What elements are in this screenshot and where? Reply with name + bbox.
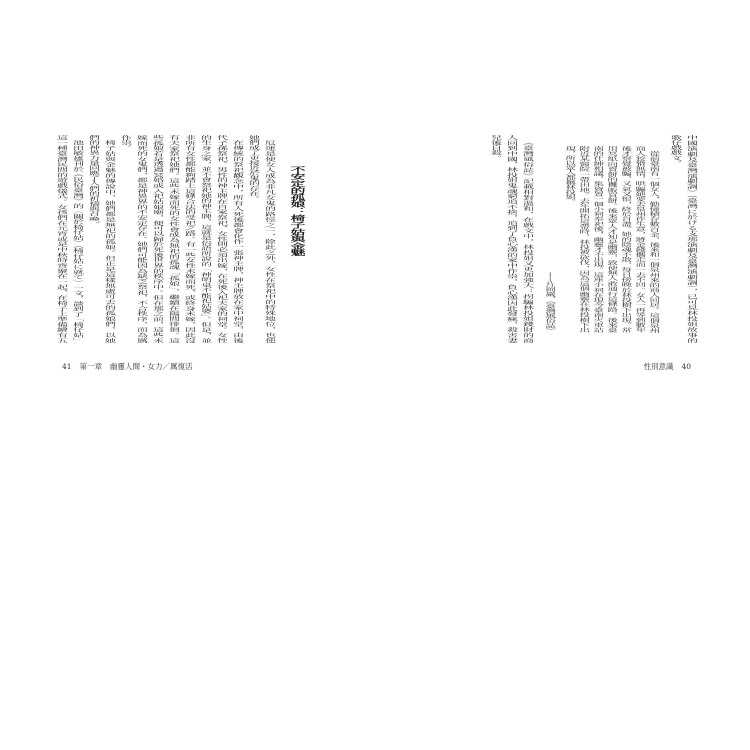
text-column: 厄運是使女人成為非凡女鬼的路徑之一，除此之外，女性在祭祀中的特殊地位，也使 bbox=[263, 140, 277, 343]
quote-source: ——片岡巖，《臺灣風俗誌》 bbox=[544, 272, 557, 333]
section-title: 性別意識 bbox=[643, 362, 674, 371]
text-column: 些孤娘若是透過冥婚或入祀姑娘廟，便可以歸於死後世界的秩序中。但在那之前，這些未 bbox=[151, 135, 165, 343]
quote-column: 用冥紙向賣餅的攤販買餅。後來眾人才知是幽靈，致使無人敢通行這條路。後來臺 bbox=[606, 146, 619, 333]
text-column: 池田敏雄刊於《民俗臺灣》的〈關於椅仔姑〉（椅仔姑に就て）一文，談到了「椅仔姑」 bbox=[71, 140, 85, 343]
page-number: 40 bbox=[681, 362, 691, 371]
right-page-footer bbox=[643, 362, 691, 371]
page-number: 41 bbox=[62, 362, 72, 371]
text-column: 的生身之家，並不會祭祀她的神主牌，這就是俗語所說的「神明桌不能祀姑婆」。但是，並 bbox=[199, 135, 213, 343]
quote-column: 南的仕紳相議，集資置一個小祠奉祀後，幽靈才不出現。這座小祠在現今臺南火車站 bbox=[592, 146, 605, 333]
chapter-title: 幽靈人間・女力／厲復活 bbox=[110, 362, 193, 371]
text-column: 椅子姑與金魅的傳說中，她們都是無祀的孤娘。但正是這樣無處可去的孤娘們，以她 bbox=[103, 140, 117, 343]
text-column: 嫁而死的女鬼們，都是神異界的不安定存在。她們可能因為缺乏祭祀，不合秩序，而為厲 bbox=[135, 135, 149, 343]
left-page-footer bbox=[62, 362, 193, 371]
text-column: 中國演劇及臺灣演劇調》（臺灣に於ける支那演劇及臺灣演劇調），已可見林投姐故事的 bbox=[685, 135, 699, 343]
text-column: 代子孫祭祀。男性的神主牌在自家祭祀，女性則必須出嫁，在死後入祀夫家的祠堂。女性 bbox=[215, 135, 229, 343]
quote-column: 後才察覺被騙，又氣又恨，終於自盡。她的陰魂不散，每日傍晚於林投樹下出現。常 bbox=[620, 146, 633, 333]
spread-text-area bbox=[0, 135, 750, 343]
text-column: 非所有女性都能夠踏上這條合法的受祀之路。有一些女性未嫁而死，或終身未嫁，因此沒 bbox=[183, 135, 197, 343]
text-column: 她們成了更接近於鬼的存在。 bbox=[247, 135, 261, 202]
text-column: 兒後自殺。 bbox=[489, 135, 503, 161]
text-column: 《臺灣風俗誌》記載相對溫和，在戲文中，林投姐又更加強大：拐騙林投姐錢財的商 bbox=[521, 140, 535, 343]
chapter-label: 第一章 bbox=[79, 362, 103, 371]
text-column: 們的神異力量回應了人們的祈禱與召喚。 bbox=[87, 135, 101, 227]
quote-column: 從前臺南有一個女人，勤儉積存數百金，後來和一個泉州來的商人同居。這個泉州 bbox=[648, 150, 661, 333]
text-column: 在傳統的祭祀觀念中，所有人死後都會化作一張神主牌，神主牌放在家中祠堂，由後 bbox=[231, 140, 245, 343]
text-column: 歌仔戲戲文。 bbox=[669, 135, 683, 166]
quote-column: 附近某醫院一帶田地。去年開拓這帶時，林投被砍伐，因為這個幽靈在林投樹下出 bbox=[578, 146, 591, 333]
text-column: 作祟。 bbox=[119, 135, 133, 151]
section-heading: 不安定的孤娘：椅子姑與金魅 bbox=[288, 165, 307, 257]
quote-column: 現，所以眾人都稱林投姐。 bbox=[564, 146, 577, 205]
text-column: 這一種臺灣民間的遊戲儀式。女孩們在元宵或是中秋時齊聚在一起，在椅子上準備繪有五 bbox=[55, 135, 69, 343]
text-column: 有夫家祭祀她們。這些未嫁而死的女性會成為無祀的孤魂「孤娘」，繼續在陽間徘徊。這 bbox=[167, 135, 181, 343]
text-column: 人回到中國，林投姐鬼魂窮追不捨，追到了負心漢的家中作祟，負心漢因此發瘋，殺害妻 bbox=[505, 135, 519, 343]
quote-column: 商人狡猾無情，哄騙她要去泉州作生意，將金錢攜走而一去不回。女人一再等到數年 bbox=[634, 146, 647, 333]
